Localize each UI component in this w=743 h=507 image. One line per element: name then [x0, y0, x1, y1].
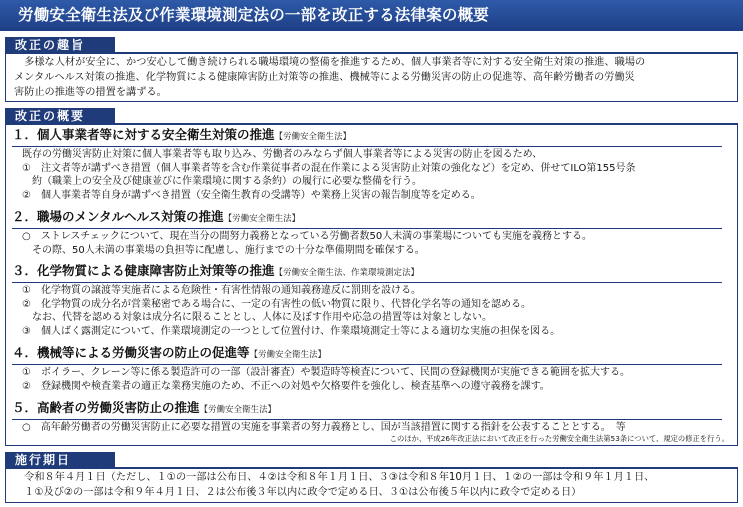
- outline-footnote: このほか、平成26年改正法において改正を行った労働安全衛生法第53条について、規定の修正を行う。: [389, 434, 729, 443]
- item-title: ４．機械等による労働災害の防止の促進等: [12, 345, 250, 360]
- item-title: ２．職場のメンタルヘルス対策の推進: [12, 209, 224, 224]
- outline-item-1: [12, 127, 736, 202]
- item-law-tag: 【労働安全衛生法】: [199, 405, 277, 415]
- item-body: 既存の労働災害防止対策に個人事業者等も取り込み、労働者のみならず個人事業者等による災害の防止を図るため、 ① 注文者等が講ずべき措置（個人事業者等を含む作業従事者の混在作業による災害防止対策の強化など）を定め、併せてILO第155号条 約（職業上の安全及び健康並びに作業環境に関する条約）の履行に必要な整備を行う。 ② 個人事業者等自身が講ずべき措置（安全衛生教育の受講等）や業務上災害の報告制度等を定める。: [21, 149, 636, 201]
- outline-item-heading: [12, 345, 722, 365]
- outline-item-heading: [12, 127, 722, 147]
- purpose-heading: 改正の趣旨: [5, 37, 115, 54]
- item-title: １．個人事業者等に対する安全衛生対策の推進: [12, 127, 275, 142]
- item-body: ① 化学物質の譲渡等実施者による危険性・有害性情報の通知義務違反に罰則を設ける。 ② 化学物質の成分名が営業秘密である場合に、一定の有害性の低い物質に限り、代替化学名等の通知を認める。 なお、代替を認める対象は成分名に限ることとし、人体に及ぼす作用や応急の措置等は対象としない。 ③ 個人ばく露測定について、作業環境測定の一つとして位置付け、作業環境測定士等による適切な実施の担保を図る。: [21, 285, 561, 337]
- outline-item-5: [12, 400, 736, 435]
- page-title: 労働安全衛生法及び作業環境測定法の一部を改正する法律案の概要: [0, 0, 743, 31]
- outline-item-heading: [12, 400, 722, 420]
- item-body: ○ ストレスチェックについて、現在当分の間努力義務となっている労働者数50人未満の事業場についても実施を義務とする。 その際、50人未満の事業場の負担等に配慮し、施行までの十分な準備期間を確保する。: [21, 231, 593, 256]
- outline-heading: 改正の概要: [5, 108, 115, 125]
- outline-item-heading: [12, 209, 722, 229]
- item-body: ○ 高年齢労働者の労働災害防止に必要な措置の実施を事業者の努力義務とし、国が当該措置に関する指針を公表することとする。 等: [12, 422, 626, 433]
- item-law-tag: 【労働安全衛生法】: [274, 132, 352, 142]
- item-title: ３．化学物質による健康障害防止対策等の推進: [12, 263, 275, 278]
- effective-text: 令和８年４月１日（ただし、１①の一部は公布日、４②は令和８年１月１日、３③は令和８年10月１日、１②の一部は令和９年１月１日、 １①及び②の一部は令和９年４月１日、２は公布後３年以内に政令で定める日、３①は公布後５年以内に政令で定める日）: [24, 472, 655, 498]
- effective-heading: 施行期日: [5, 452, 115, 469]
- outline-item-3: [12, 263, 736, 338]
- outline-item-2: [12, 209, 736, 257]
- item-law-tag: 【労働安全衛生法、作業環境測定法】: [274, 268, 420, 278]
- item-body: ① ボイラー、クレーン等に係る製造許可の一部（設計審査）や製造時等検査について、民間の登録機関が実施できる範囲を拡大する。 ② 登録機関や検査業者の適正な業務実施のため、不正への対処や欠格要件を強化し、検査基準への遵守義務を課す。: [21, 367, 630, 392]
- item-law-tag: 【労働安全衛生法】: [249, 350, 327, 360]
- outline-item-4: [12, 345, 736, 393]
- outline-item-heading: [12, 263, 722, 283]
- item-law-tag: 【労働安全衛生法】: [223, 214, 301, 224]
- item-title: ５．高齢者の労働災害防止の推進: [12, 400, 200, 415]
- purpose-text: 多様な人材が安全に、かつ安心して働き続けられる職場環境の整備を推進するため、個人事業者等に対する安全衛生対策の推進、職場の メンタルヘルス対策の推進、化学物質による健康障害防止対策等の推進、機械等による労働災害の防止の促進等、高年齢労働者の労働災 害防止の推進等の措置を講ずる。: [14, 57, 646, 98]
